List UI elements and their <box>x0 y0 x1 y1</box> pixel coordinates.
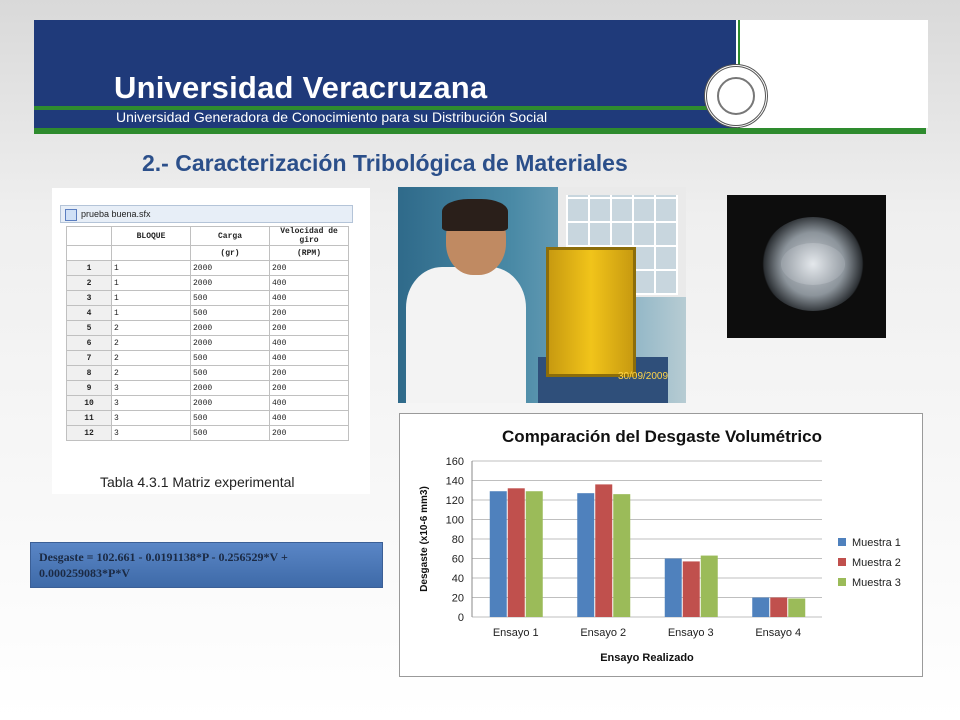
table-cell: 2000 <box>191 261 270 276</box>
table-cell: 2000 <box>191 381 270 396</box>
table-cell: 400 <box>270 276 349 291</box>
x-tick-label: Ensayo 4 <box>755 627 802 639</box>
row-index-cell: 9 <box>67 381 112 396</box>
table-header-row <box>67 227 349 246</box>
seal-inner-ring <box>717 77 755 115</box>
table-cell: 2 <box>112 366 191 381</box>
row-index-cell: 2 <box>67 276 112 291</box>
row-index-cell: 4 <box>67 306 112 321</box>
table-row <box>67 291 349 306</box>
bar <box>788 598 805 617</box>
chart-svg <box>400 414 922 676</box>
bar <box>577 493 594 617</box>
x-tick-label: Ensayo 1 <box>492 627 539 639</box>
table-row <box>67 351 349 366</box>
bar <box>752 598 769 618</box>
row-index-cell: 6 <box>67 336 112 351</box>
y-tick-label: 0 <box>457 612 464 624</box>
bar <box>595 484 612 617</box>
table-cell: 200 <box>270 366 349 381</box>
window-title-bar <box>60 205 353 223</box>
person-body <box>406 267 526 403</box>
table-cell: 2000 <box>191 276 270 291</box>
row-index-cell: 5 <box>67 321 112 336</box>
table-cell: 200 <box>270 261 349 276</box>
row-index-cell: 12 <box>67 426 112 441</box>
tribometer-photo <box>398 187 686 403</box>
regression-equation: Desgaste = 102.661 - 0.0191138*P - 0.256529*V + 0.000259083*P*V <box>39 550 288 580</box>
table-cell: 2 <box>112 351 191 366</box>
table-row <box>67 381 349 396</box>
row-index-cell: 10 <box>67 396 112 411</box>
y-tick-label: 40 <box>451 573 464 585</box>
table-row <box>67 411 349 426</box>
table-units-row <box>67 246 349 261</box>
y-tick-label: 160 <box>445 456 464 468</box>
unit-cell: (RPM) <box>270 246 349 261</box>
table-cell: 3 <box>112 411 191 426</box>
y-tick-label: 60 <box>451 553 464 566</box>
table-cell: 500 <box>191 366 270 381</box>
window-filename: prueba buena.sfx <box>81 209 151 219</box>
table-row <box>67 336 349 351</box>
table-cell: 500 <box>191 351 270 366</box>
table-cell: 400 <box>270 291 349 306</box>
table-cell: 3 <box>112 396 191 411</box>
x-tick-label: Ensayo 2 <box>580 627 627 639</box>
legend-swatch <box>838 538 846 546</box>
table-cell: 3 <box>112 381 191 396</box>
table-cell: 200 <box>270 381 349 396</box>
column-header: Carga <box>191 227 270 246</box>
table-cell: 2000 <box>191 336 270 351</box>
bar <box>683 561 700 617</box>
y-axis-label: Desgaste (x10-6 mm3) <box>419 486 430 592</box>
table-cell: 200 <box>270 321 349 336</box>
table-cell: 400 <box>270 396 349 411</box>
banner-logo-panel <box>738 20 928 128</box>
table-row <box>67 276 349 291</box>
experimental-matrix-table <box>66 226 349 441</box>
experimental-matrix-image <box>52 188 370 494</box>
table-cell: 500 <box>191 306 270 321</box>
banner-green-bottom <box>34 128 926 134</box>
table-row <box>67 306 349 321</box>
x-axis-label: Ensayo Realizado <box>600 652 694 664</box>
row-index-cell: 7 <box>67 351 112 366</box>
chart-title: Comparación del Desgaste Volumétrico <box>502 427 822 446</box>
row-index-cell: 8 <box>67 366 112 381</box>
table-row <box>67 426 349 441</box>
bar <box>490 491 507 617</box>
table-row <box>67 366 349 381</box>
table-cell: 2000 <box>191 396 270 411</box>
legend-label: Muestra 2 <box>852 557 901 569</box>
bar <box>770 598 787 618</box>
table-cell: 2000 <box>191 321 270 336</box>
university-seal-icon <box>704 64 768 128</box>
x-tick-label: Ensayo 3 <box>667 627 714 639</box>
y-tick-label: 100 <box>445 514 464 527</box>
wear-spot <box>781 243 845 285</box>
regression-equation-box <box>30 542 383 588</box>
legend-label: Muestra 1 <box>852 537 901 549</box>
header-banner <box>34 20 926 134</box>
table-cell: 400 <box>270 351 349 366</box>
university-subtitle: Universidad Generadora de Conocimiento para su Distribución Social <box>116 109 548 125</box>
corner-cell <box>67 227 112 246</box>
row-index-cell: 1 <box>67 261 112 276</box>
slide-title: 2.- Caracterización Tribológica de Materiales <box>142 150 628 176</box>
table-row <box>67 396 349 411</box>
tribometer-machine <box>546 247 636 377</box>
person-hair <box>442 199 508 231</box>
y-tick-label: 120 <box>445 495 464 507</box>
table-cell: 400 <box>270 411 349 426</box>
wear-micrograph <box>727 195 886 338</box>
legend-swatch <box>838 558 846 566</box>
table-cell: 400 <box>270 336 349 351</box>
table-cell: 500 <box>191 426 270 441</box>
corner-cell <box>67 246 112 261</box>
table-cell: 1 <box>112 276 191 291</box>
column-header: BLOQUE <box>112 227 191 246</box>
y-tick-label: 80 <box>451 534 464 546</box>
wear-comparison-chart <box>399 413 923 677</box>
table-row <box>67 261 349 276</box>
legend-swatch <box>838 578 846 586</box>
table-cell: 1 <box>112 306 191 321</box>
row-index-cell: 11 <box>67 411 112 426</box>
unit-cell <box>112 246 191 261</box>
table-cell: 3 <box>112 426 191 441</box>
bar <box>508 488 525 617</box>
table-row <box>67 321 349 336</box>
row-index-cell: 3 <box>67 291 112 306</box>
table-cell: 500 <box>191 411 270 426</box>
table-cell: 500 <box>191 291 270 306</box>
bar <box>665 559 682 618</box>
table-cell: 200 <box>270 426 349 441</box>
unit-cell: (gr) <box>191 246 270 261</box>
bar <box>526 491 543 617</box>
y-tick-label: 140 <box>445 475 464 488</box>
table-cell: 200 <box>270 306 349 321</box>
university-name: Universidad Veracruzana <box>114 70 488 105</box>
table-caption: Tabla 4.3.1 Matriz experimental <box>100 474 295 490</box>
spreadsheet-icon <box>65 209 77 221</box>
bar <box>701 556 718 617</box>
column-header: Velocidad de giro <box>270 227 349 246</box>
legend-label: Muestra 3 <box>852 577 901 589</box>
table-cell: 2 <box>112 321 191 336</box>
bar <box>613 494 630 617</box>
y-tick-label: 20 <box>451 592 464 605</box>
table-cell: 2 <box>112 336 191 351</box>
photo-date-stamp: 30/09/2009 <box>618 371 669 382</box>
table-cell: 1 <box>112 291 191 306</box>
table-cell: 1 <box>112 261 191 276</box>
